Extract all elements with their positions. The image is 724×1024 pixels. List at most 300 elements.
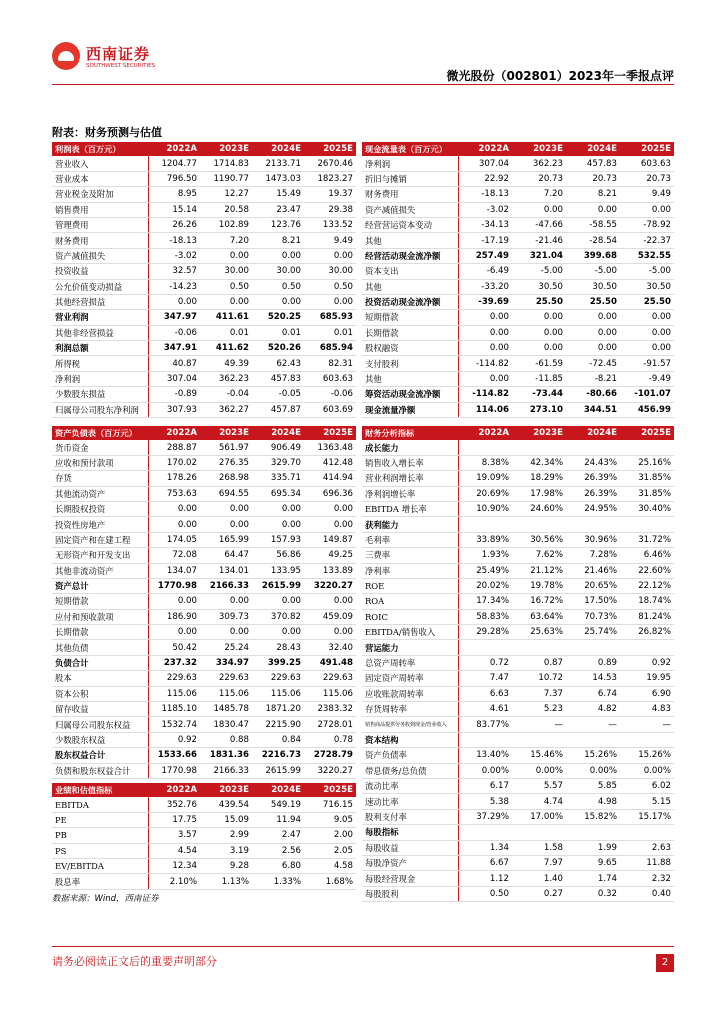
row-label: 无形资产和开发支出 <box>52 548 148 563</box>
row-label: 每股经营现金 <box>362 871 458 886</box>
table-row <box>362 840 674 855</box>
row-label: 净利润增长率 <box>362 486 458 501</box>
table-cell: 64.47 <box>200 548 252 563</box>
table-cell: 22.12% <box>620 578 674 593</box>
table-cell: -28.54 <box>566 233 620 248</box>
row-label: 少数股东损益 <box>52 387 148 402</box>
table-row <box>52 874 356 889</box>
table-cell: -6.49 <box>458 264 512 279</box>
table-cell: 4.54 <box>148 843 200 858</box>
table-row <box>362 371 674 386</box>
table-cell: 25.50 <box>620 294 674 309</box>
table-row <box>52 310 356 325</box>
table-cell: 5.85 <box>566 778 620 793</box>
table-cell: 21.46% <box>566 563 620 578</box>
table-cell: -34.13 <box>458 217 512 232</box>
table-cell: 6.80 <box>252 858 304 873</box>
row-label: ROA <box>362 594 458 609</box>
table-cell: 31.85% <box>620 471 674 486</box>
table-cell: -78.92 <box>620 217 674 232</box>
table-row <box>52 702 356 717</box>
column-header: 2022A <box>148 426 200 440</box>
table-cell: 13.40% <box>458 748 512 763</box>
table-cell: 0.00 <box>200 501 252 516</box>
table-cell: 31.85% <box>620 486 674 501</box>
table-cell <box>512 825 566 840</box>
table-cell: -21.46 <box>512 233 566 248</box>
table-row <box>52 202 356 217</box>
table-cell: 0.00 <box>566 325 620 340</box>
table-row <box>52 264 356 279</box>
table-cell: 0.00 <box>304 248 356 263</box>
table-cell: 5.23 <box>512 702 566 717</box>
table-cell: -18.13 <box>458 187 512 202</box>
column-header: 2023E <box>200 783 252 797</box>
table-row <box>52 797 356 812</box>
table-cell: 20.58 <box>200 202 252 217</box>
table-cell: 0.50 <box>252 279 304 294</box>
row-label: 归属母公司股东权益 <box>52 717 148 732</box>
table-row <box>52 171 356 186</box>
row-label: 长期借款 <box>362 325 458 340</box>
table-cell: 329.70 <box>252 455 304 470</box>
row-label: 筹资活动现金流净额 <box>362 387 458 402</box>
row-label: 归属母公司股东净利润 <box>52 402 148 417</box>
table-cell: 32.40 <box>304 640 356 655</box>
table-cell: 520.26 <box>252 341 304 356</box>
table-cell: -0.06 <box>148 325 200 340</box>
table-cell: 0.00 <box>148 594 200 609</box>
table-row <box>362 217 674 232</box>
table-cell: 0.00 <box>566 341 620 356</box>
table-cell: 19.09% <box>458 471 512 486</box>
row-label: 资本结构 <box>362 732 458 747</box>
table-row <box>52 640 356 655</box>
table-title: 利润表（百万元） <box>52 142 148 156</box>
table-cell: 457.83 <box>566 156 620 171</box>
table-cell: -5.00 <box>512 264 566 279</box>
table-cell: 20.69% <box>458 486 512 501</box>
row-label: EBITDA 增长率 <box>362 501 458 516</box>
table-cell: 459.09 <box>304 609 356 624</box>
table-cell: 62.43 <box>252 356 304 371</box>
table-row <box>52 440 356 455</box>
table-cell: 8.95 <box>148 187 200 202</box>
table-cell: 347.97 <box>148 310 200 325</box>
table-cell: 115.06 <box>148 686 200 701</box>
column-header: 2023E <box>512 426 566 440</box>
footer-divider <box>52 946 674 947</box>
table-cell: 753.63 <box>148 486 200 501</box>
table-cell: 25.24 <box>200 640 252 655</box>
table-cell: 22.92 <box>458 171 512 186</box>
table-cell: -17.19 <box>458 233 512 248</box>
table-cell: 695.34 <box>252 486 304 501</box>
table-cell: 1714.83 <box>200 156 252 171</box>
table-cell: 9.05 <box>304 812 356 827</box>
table-cell: 29.28% <box>458 625 512 640</box>
table-cell: 18.29% <box>512 471 566 486</box>
row-label: 折旧与摊销 <box>362 171 458 186</box>
table-row <box>52 671 356 686</box>
table-cell: 23.47 <box>252 202 304 217</box>
table-cell: 7.28% <box>566 548 620 563</box>
table-cell: 0.00 <box>458 341 512 356</box>
table-cell: 102.89 <box>200 217 252 232</box>
table-cell: — <box>512 717 566 732</box>
table-row <box>362 563 674 578</box>
table-cell: 30.00 <box>200 264 252 279</box>
table-cell: 1.99 <box>566 840 620 855</box>
table-row <box>52 828 356 843</box>
table-cell: 0.00 <box>252 625 304 640</box>
table-cell: 149.87 <box>304 532 356 547</box>
table-cell: 2166.33 <box>200 578 252 593</box>
table-cell: 9.49 <box>304 233 356 248</box>
table-cell: 30.96% <box>566 532 620 547</box>
table-cell: 0.40 <box>620 886 674 901</box>
table-cell: 5.15 <box>620 794 674 809</box>
table-cell: 549.19 <box>252 797 304 812</box>
table-cell: 42.34% <box>512 455 566 470</box>
table-cell: 685.93 <box>304 310 356 325</box>
table-cell <box>512 517 566 532</box>
table-cell: 237.32 <box>148 655 200 670</box>
table-cell: -5.00 <box>620 264 674 279</box>
table-cell: 37.29% <box>458 809 512 824</box>
table-row <box>52 732 356 747</box>
row-label: 应收账款周转率 <box>362 686 458 701</box>
table-cell: -0.06 <box>304 387 356 402</box>
table-cell: 2.32 <box>620 871 674 886</box>
table-row <box>52 356 356 371</box>
table-cell: 20.73 <box>620 171 674 186</box>
row-label: PE <box>52 812 148 827</box>
table-row <box>52 717 356 732</box>
table-cell: 0.00% <box>458 763 512 778</box>
table-cell <box>458 640 512 655</box>
table-cell: 2.63 <box>620 840 674 855</box>
table-cell: 22.60% <box>620 563 674 578</box>
disclaimer-text: 请务必阅读正文后的重要声明部分 <box>52 955 217 968</box>
table-row <box>52 294 356 309</box>
table-cell: 165.99 <box>200 532 252 547</box>
table-cell: 906.49 <box>252 440 304 455</box>
table-cell: 49.25 <box>304 548 356 563</box>
table-cell: 0.88 <box>200 732 252 747</box>
table-cell: 0.84 <box>252 732 304 747</box>
table-cell <box>566 825 620 840</box>
table-cell: 11.88 <box>620 855 674 870</box>
table-cell: 0.00% <box>620 763 674 778</box>
row-label: 短期借款 <box>362 310 458 325</box>
table-cell: 1.12 <box>458 871 512 886</box>
table-cell: 561.97 <box>200 440 252 455</box>
table-cell: -58.55 <box>566 217 620 232</box>
table-cell: 257.49 <box>458 248 512 263</box>
table-cell <box>458 825 512 840</box>
table-cell: 15.26% <box>620 748 674 763</box>
table-cell <box>566 640 620 655</box>
table-cell <box>566 732 620 747</box>
table-row <box>362 486 674 501</box>
table-cell: 276.35 <box>200 455 252 470</box>
table-cell: 307.04 <box>458 156 512 171</box>
table-cell: 30.50 <box>512 279 566 294</box>
table-row <box>52 455 356 470</box>
table-row <box>362 455 674 470</box>
table-cell: 0.00 <box>620 202 674 217</box>
table-cell: 0.00 <box>304 501 356 516</box>
row-label: 其他 <box>362 233 458 248</box>
table-cell: 20.65% <box>566 578 620 593</box>
table-row <box>52 156 356 171</box>
table-cell: 26.39% <box>566 486 620 501</box>
table-cell: 362.23 <box>200 371 252 386</box>
table-cell: 25.16% <box>620 455 674 470</box>
table-row <box>362 387 674 402</box>
table-cell <box>620 825 674 840</box>
table-row <box>362 625 674 640</box>
table-cell: -5.00 <box>566 264 620 279</box>
table-cell: 0.78 <box>304 732 356 747</box>
table-cell: 696.36 <box>304 486 356 501</box>
section-title: 附表：财务预测与估值 <box>52 126 162 139</box>
row-label: 投资收益 <box>52 264 148 279</box>
table-row <box>362 471 674 486</box>
table-row <box>52 858 356 873</box>
table-cell: 603.63 <box>304 371 356 386</box>
table-cell <box>566 440 620 455</box>
table-cell: 49.39 <box>200 356 252 371</box>
table-cell: 2615.99 <box>252 763 304 778</box>
row-label: EBITDA/销售收入 <box>362 625 458 640</box>
table-row <box>362 264 674 279</box>
row-label: 股息率 <box>52 874 148 889</box>
table-cell: 17.00% <box>512 809 566 824</box>
table-cell: 685.94 <box>304 341 356 356</box>
table-cell: 0.00 <box>512 202 566 217</box>
table-cell: 25.74% <box>566 625 620 640</box>
table-row <box>362 886 674 901</box>
table-row <box>362 233 674 248</box>
row-label: 资产减值损失 <box>362 202 458 217</box>
table-cell: 352.76 <box>148 797 200 812</box>
table-row <box>362 578 674 593</box>
table-cell: -9.49 <box>620 371 674 386</box>
table-cell: 70.73% <box>566 609 620 624</box>
table-row <box>362 655 674 670</box>
row-label: 股本 <box>52 671 148 686</box>
table-cell: 7.37 <box>512 686 566 701</box>
row-label: 固定资产和在建工程 <box>52 532 148 547</box>
table-cell: -73.44 <box>512 387 566 402</box>
table-cell: 174.05 <box>148 532 200 547</box>
row-label: 投资性房地产 <box>52 517 148 532</box>
table-cell: 114.06 <box>458 402 512 417</box>
table-cell: 491.48 <box>304 655 356 670</box>
column-header: 2025E <box>620 142 674 156</box>
table-cell: 1.68% <box>304 874 356 889</box>
table-cell: -18.13 <box>148 233 200 248</box>
table-cell: 0.00 <box>566 310 620 325</box>
table-cell: 0.01 <box>200 325 252 340</box>
table-cell: 0.00% <box>512 763 566 778</box>
table-cell: 0.00 <box>458 371 512 386</box>
page-header <box>52 40 674 84</box>
table-cell: 17.50% <box>566 594 620 609</box>
table-cell: 0.01 <box>304 325 356 340</box>
table-cell: 2166.33 <box>200 763 252 778</box>
table-cell: 0.00 <box>512 325 566 340</box>
table-cell <box>566 517 620 532</box>
table-cell: 0.00% <box>566 763 620 778</box>
row-label: 净利润 <box>362 156 458 171</box>
table-cell: 134.01 <box>200 563 252 578</box>
table-cell: 81.24% <box>620 609 674 624</box>
table-row <box>52 325 356 340</box>
row-label: 成长能力 <box>362 440 458 455</box>
table-cell: 532.55 <box>620 248 674 263</box>
row-label: 每股收益 <box>362 840 458 855</box>
table-cell: 21.12% <box>512 563 566 578</box>
table-cell: 2133.71 <box>252 156 304 171</box>
table-cell: 0.00 <box>620 341 674 356</box>
table-cell: 82.31 <box>304 356 356 371</box>
table-cell: 115.06 <box>200 686 252 701</box>
row-label: 营业税金及附加 <box>52 187 148 202</box>
table-cell: 6.46% <box>620 548 674 563</box>
table-cell: 9.65 <box>566 855 620 870</box>
row-label: 股权融资 <box>362 341 458 356</box>
table-row <box>52 609 356 624</box>
table-cell: 307.04 <box>148 371 200 386</box>
table-cell: 1185.10 <box>148 702 200 717</box>
table-cell: 6.17 <box>458 778 512 793</box>
table-cell: 399.68 <box>566 248 620 263</box>
row-label: 负债合计 <box>52 655 148 670</box>
table-row <box>52 812 356 827</box>
table-row <box>362 356 674 371</box>
row-label: ROIC <box>362 609 458 624</box>
table-row <box>362 517 674 532</box>
table-cell: 273.10 <box>512 402 566 417</box>
logo-text-en: SOUTHWEST SECURITIES <box>86 63 156 69</box>
table-cell: 1204.77 <box>148 156 200 171</box>
table-cell: 2728.01 <box>304 717 356 732</box>
row-label: PB <box>52 828 148 843</box>
column-header: 2023E <box>200 426 252 440</box>
table-cell: 1363.48 <box>304 440 356 455</box>
table-cell: 2383.32 <box>304 702 356 717</box>
row-label: 营业利润增长率 <box>362 471 458 486</box>
table-cell: 2615.99 <box>252 578 304 593</box>
table-cell: 133.52 <box>304 217 356 232</box>
table-row <box>362 532 674 547</box>
row-label: 带息债务/总负债 <box>362 763 458 778</box>
row-label: 营运能力 <box>362 640 458 655</box>
table-title: 现金流量表（百万元） <box>362 142 458 156</box>
table-row <box>52 843 356 858</box>
table-cell <box>458 440 512 455</box>
table-row <box>52 217 356 232</box>
table-cell: 30.00 <box>304 264 356 279</box>
table-row <box>52 578 356 593</box>
table-cell: 1533.66 <box>148 748 200 763</box>
table-cell: 30.56% <box>512 532 566 547</box>
row-label: 资本公积 <box>52 686 148 701</box>
table-cell: 370.82 <box>252 609 304 624</box>
table-row <box>52 501 356 516</box>
table-row <box>362 325 674 340</box>
table-row <box>52 279 356 294</box>
table-cell: -0.04 <box>200 387 252 402</box>
table-row <box>52 371 356 386</box>
table-cell: 15.49 <box>252 187 304 202</box>
table-cell: 1532.74 <box>148 717 200 732</box>
table-cell: 414.94 <box>304 471 356 486</box>
table-cell: 178.26 <box>148 471 200 486</box>
table-cell: 412.48 <box>304 455 356 470</box>
table-cell: 123.76 <box>252 217 304 232</box>
table-cell <box>620 732 674 747</box>
cash-flow-table <box>362 142 674 418</box>
row-label: 其他经营损益 <box>52 294 148 309</box>
table-cell: 321.04 <box>512 248 566 263</box>
row-label: 经营营运资本变动 <box>362 217 458 232</box>
financial-ratios-table <box>362 426 674 902</box>
column-header: 2025E <box>304 142 356 156</box>
table-cell: 1485.78 <box>200 702 252 717</box>
table-row <box>52 625 356 640</box>
table-cell: 7.20 <box>200 233 252 248</box>
row-label: 资本支出 <box>362 264 458 279</box>
table-row <box>362 825 674 840</box>
table-cell: 15.17% <box>620 809 674 824</box>
table-cell: 7.20 <box>512 187 566 202</box>
table-cell: 58.83% <box>458 609 512 624</box>
row-label: 速动比率 <box>362 794 458 809</box>
table-cell: 134.07 <box>148 563 200 578</box>
header-divider <box>52 84 674 85</box>
column-header: 2022A <box>148 783 200 797</box>
table-cell: -14.23 <box>148 279 200 294</box>
table-row <box>362 778 674 793</box>
table-row <box>362 202 674 217</box>
table-cell: 72.08 <box>148 548 200 563</box>
row-label: 其他非经营损益 <box>52 325 148 340</box>
table-cell: 457.83 <box>252 371 304 386</box>
table-cell: 0.32 <box>566 886 620 901</box>
table-row <box>362 794 674 809</box>
table-cell: 1473.03 <box>252 171 304 186</box>
table-cell: 30.40% <box>620 501 674 516</box>
table-cell: 229.63 <box>200 671 252 686</box>
table-cell: -33.20 <box>458 279 512 294</box>
table-cell: 2728.79 <box>304 748 356 763</box>
row-label: 股利支付率 <box>362 809 458 824</box>
table-cell: 4.98 <box>566 794 620 809</box>
table-cell: 15.46% <box>512 748 566 763</box>
table-cell: 26.82% <box>620 625 674 640</box>
table-row <box>362 171 674 186</box>
table-cell: 11.94 <box>252 812 304 827</box>
row-label: 净利率 <box>362 563 458 578</box>
column-header: 2024E <box>566 426 620 440</box>
row-label: 其他非流动资产 <box>52 563 148 578</box>
row-label: 其他 <box>362 371 458 386</box>
table-cell: 17.98% <box>512 486 566 501</box>
